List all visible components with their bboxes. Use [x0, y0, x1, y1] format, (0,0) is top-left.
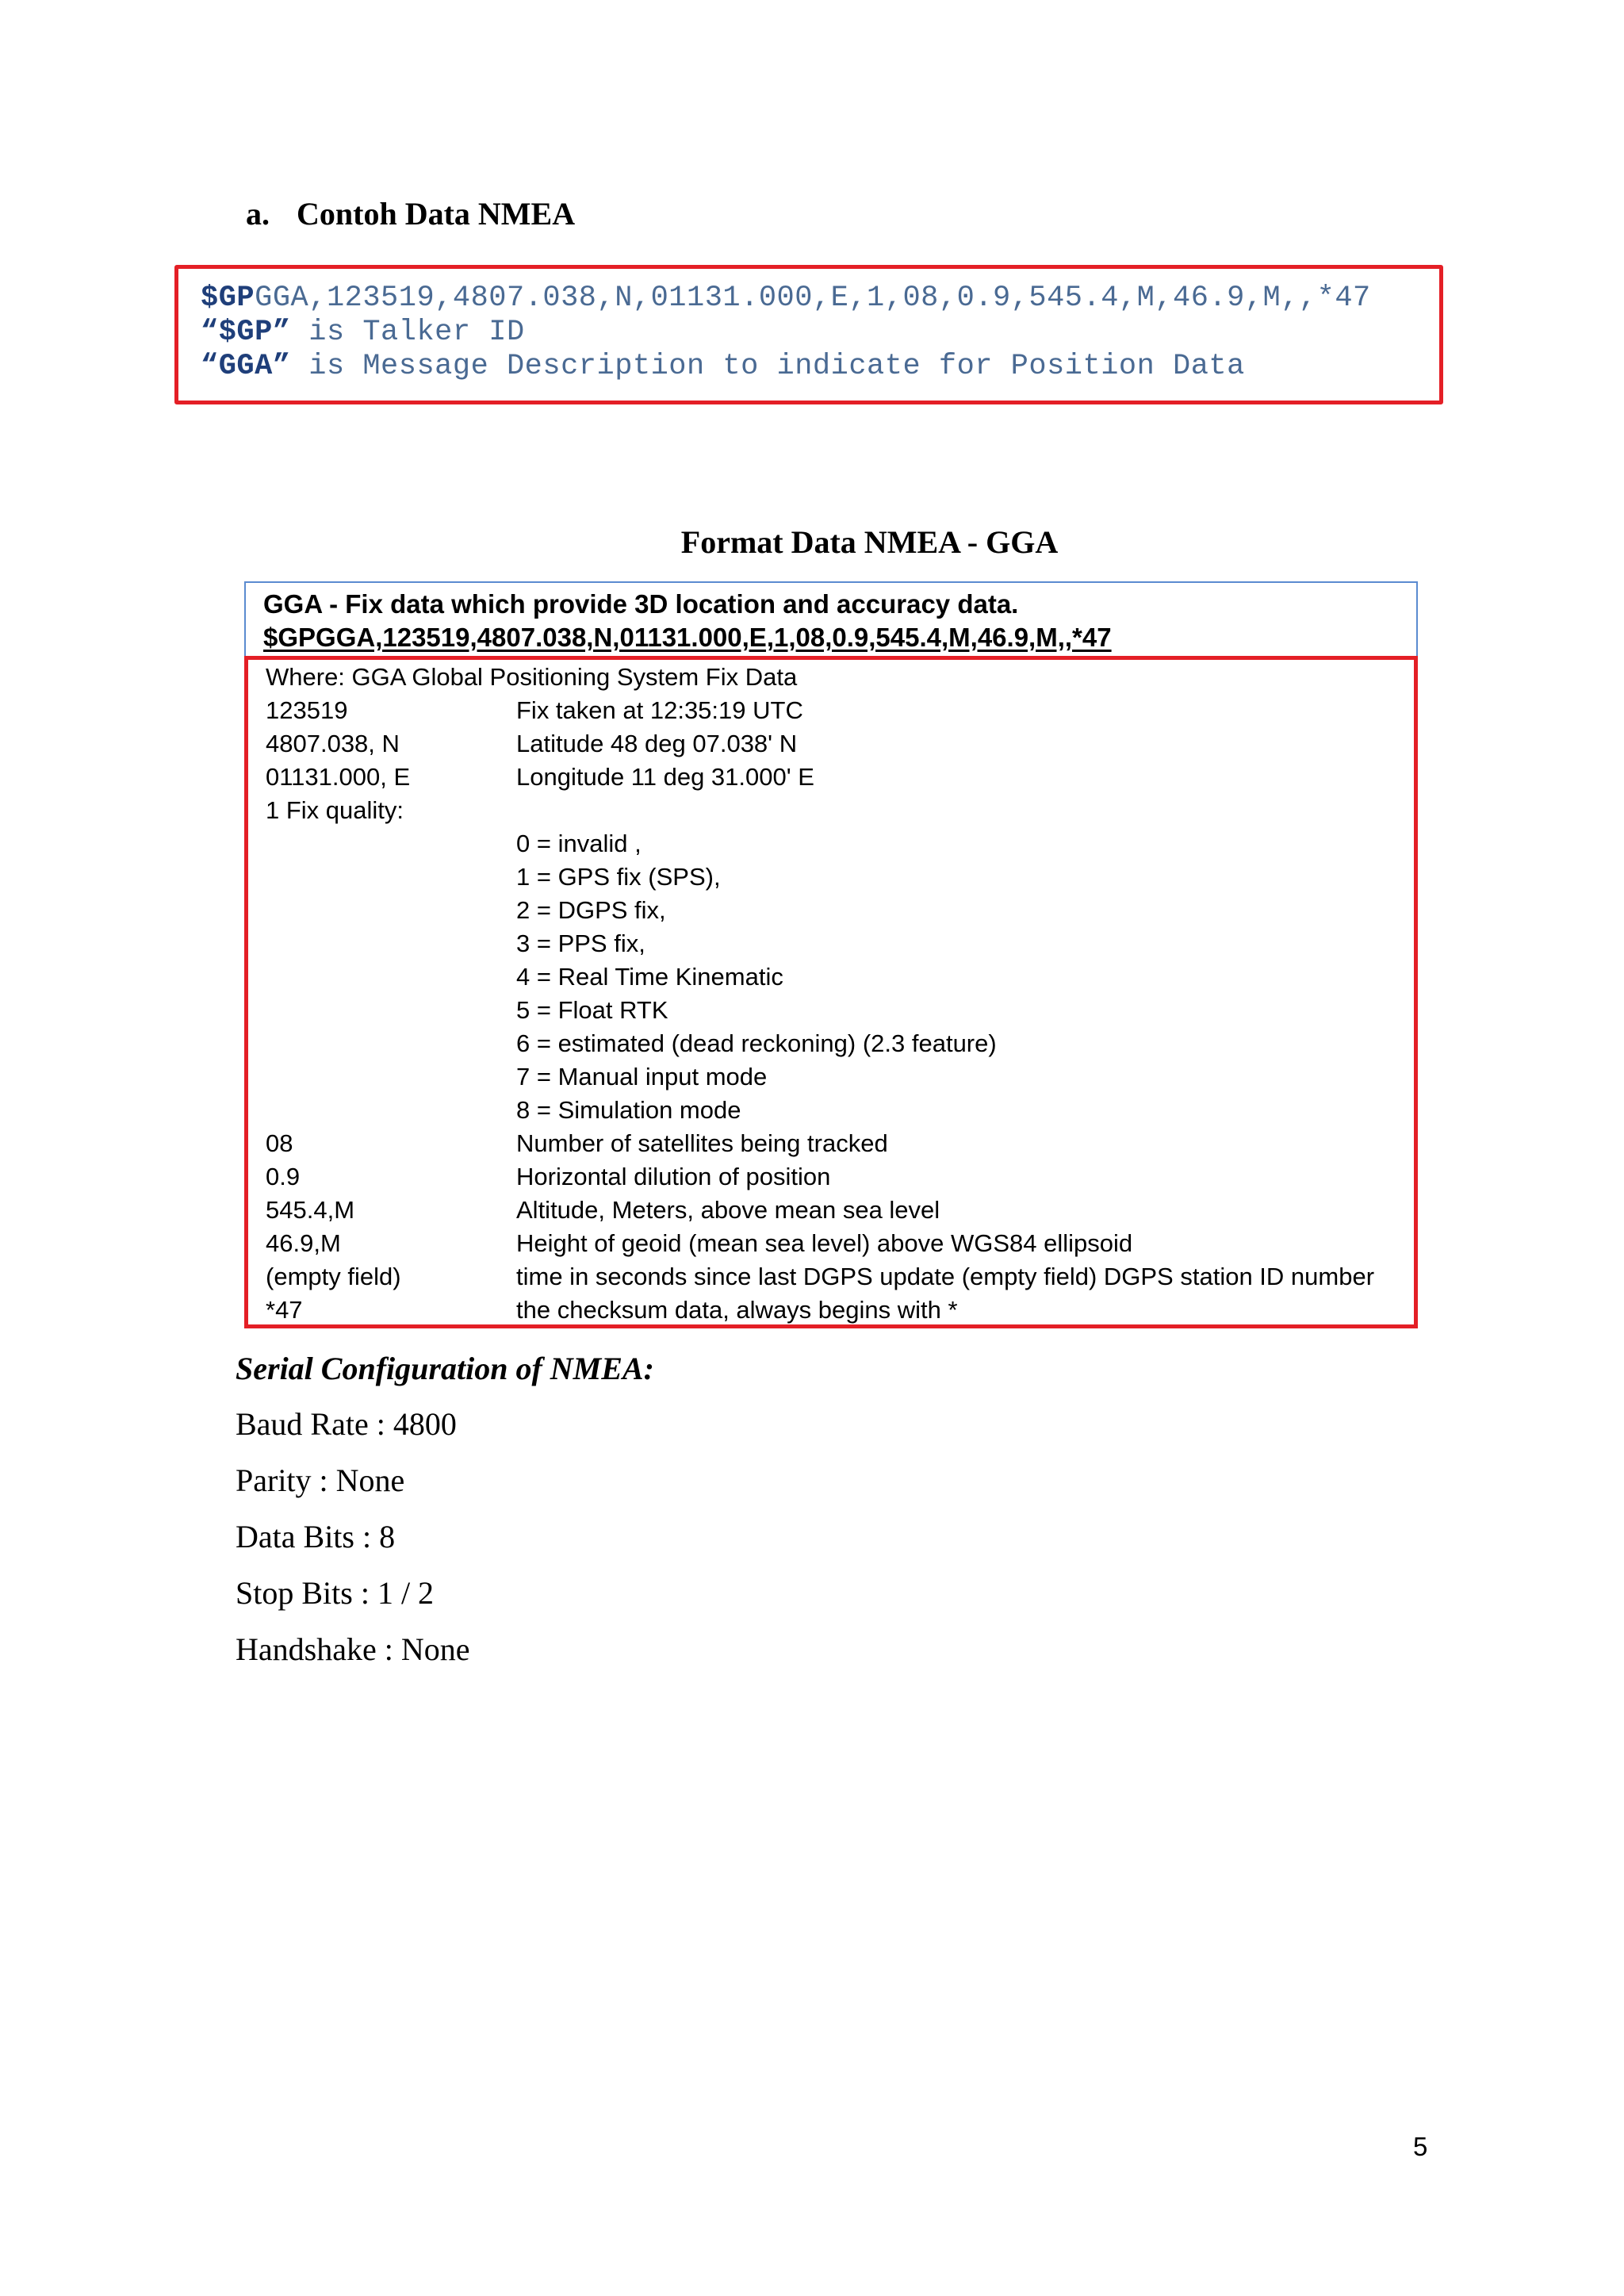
gga-fix-quality-item: 4 = Real Time Kinematic: [516, 963, 783, 991]
code-message-text: is Message Description to indicate for Position Data: [290, 350, 1245, 383]
gga-format-figure: [244, 581, 1418, 1331]
code-message-key: “GGA”: [201, 350, 291, 383]
gga-field-desc: Longitude 11 deg 31.000' E: [516, 763, 814, 791]
serial-parity: Parity : None: [236, 1462, 405, 1498]
serial-stop-bits: Stop Bits : 1 / 2: [236, 1575, 435, 1611]
gga-field-desc: Fix taken at 12:35:19 UTC: [516, 696, 803, 724]
gga-field-value: 08: [266, 1129, 293, 1157]
gga-sentence: $GPGGA,123519,4807.038,N,01131.000,E,1,08,0.9,545.4,M,46.9,M,,*47: [263, 623, 1112, 652]
gga-field-value: 4807.038, N: [266, 730, 400, 757]
gga-field-value: 01131.000, E: [266, 763, 411, 791]
code-talker-text: is Talker ID: [290, 316, 525, 349]
gga-fix-quality-item: 8 = Simulation mode: [516, 1096, 741, 1124]
gga-field-desc: the checksum data, always begins with *: [516, 1296, 958, 1324]
nmea-code-sample-box: [174, 265, 1443, 404]
code-talker-prefix: $GP: [201, 282, 255, 315]
gga-field-desc: Altitude, Meters, above mean sea level: [516, 1196, 940, 1224]
section-marker: a.: [246, 196, 270, 232]
gga-field-desc: time in seconds since last DGPS update (empty field) DGPS station ID number: [516, 1263, 1375, 1290]
gga-field-desc: Latitude 48 deg 07.038' N: [516, 730, 798, 757]
code-line-sentence: [201, 282, 1371, 315]
gga-fix-quality-item: 3 = PPS fix,: [516, 930, 645, 957]
section-heading: [246, 195, 575, 232]
gga-header-box: [244, 581, 1418, 657]
serial-config-heading: Serial Configuration of NMEA:: [236, 1351, 654, 1386]
gga-field-value: 123519: [266, 696, 348, 724]
serial-baud-rate: Baud Rate : 4800: [236, 1406, 457, 1442]
gga-fix-quality-item: 2 = DGPS fix,: [516, 896, 666, 924]
gga-title: GGA - Fix data which provide 3D location and accuracy data.: [263, 589, 1019, 619]
gga-field-desc: Number of satellites being tracked: [516, 1129, 888, 1157]
gga-field-value: (empty field): [266, 1263, 401, 1290]
gga-where-line: Where: GGA Global Positioning System Fix Data: [266, 663, 798, 691]
gga-fix-quality-item: 0 = invalid ,: [516, 830, 642, 857]
figure-title: Format Data NMEA - GGA: [680, 524, 1059, 560]
gga-field-value: *47: [266, 1296, 303, 1324]
gga-field-desc: Height of geoid (mean sea level) above WGS84 ellipsoid: [516, 1229, 1133, 1257]
gga-fix-quality-item: 6 = estimated (dead reckoning) (2.3 feature): [516, 1029, 997, 1057]
page-number: 5: [1413, 2132, 1428, 2161]
gga-field-value: 46.9,M: [266, 1229, 341, 1257]
section-title: Contoh Data NMEA: [297, 196, 576, 232]
gga-fix-quality-item: 7 = Manual input mode: [516, 1063, 768, 1091]
serial-data-bits: Data Bits : 8: [236, 1519, 396, 1554]
code-talker-key: “$GP”: [201, 316, 291, 349]
gga-fix-quality-item: 1 = GPS fix (SPS),: [516, 863, 721, 891]
code-line-message-desc: [201, 350, 1245, 383]
gga-fix-quality-item: 5 = Float RTK: [516, 996, 668, 1024]
gga-field-desc: Horizontal dilution of position: [516, 1163, 831, 1190]
gga-field-detail-box: [244, 656, 1418, 1328]
code-line-talker-id: [201, 316, 525, 349]
serial-handshake: Handshake : None: [236, 1631, 470, 1667]
gga-field-value: 545.4,M: [266, 1196, 355, 1224]
gga-fix-quality-label: 1 Fix quality:: [266, 796, 404, 824]
code-sentence-rest: GGA,123519,4807.038,N,01131.000,E,1,08,0.9,545.4,M,46.9,M,,*47: [255, 282, 1371, 315]
gga-field-value: 0.9: [266, 1163, 301, 1190]
